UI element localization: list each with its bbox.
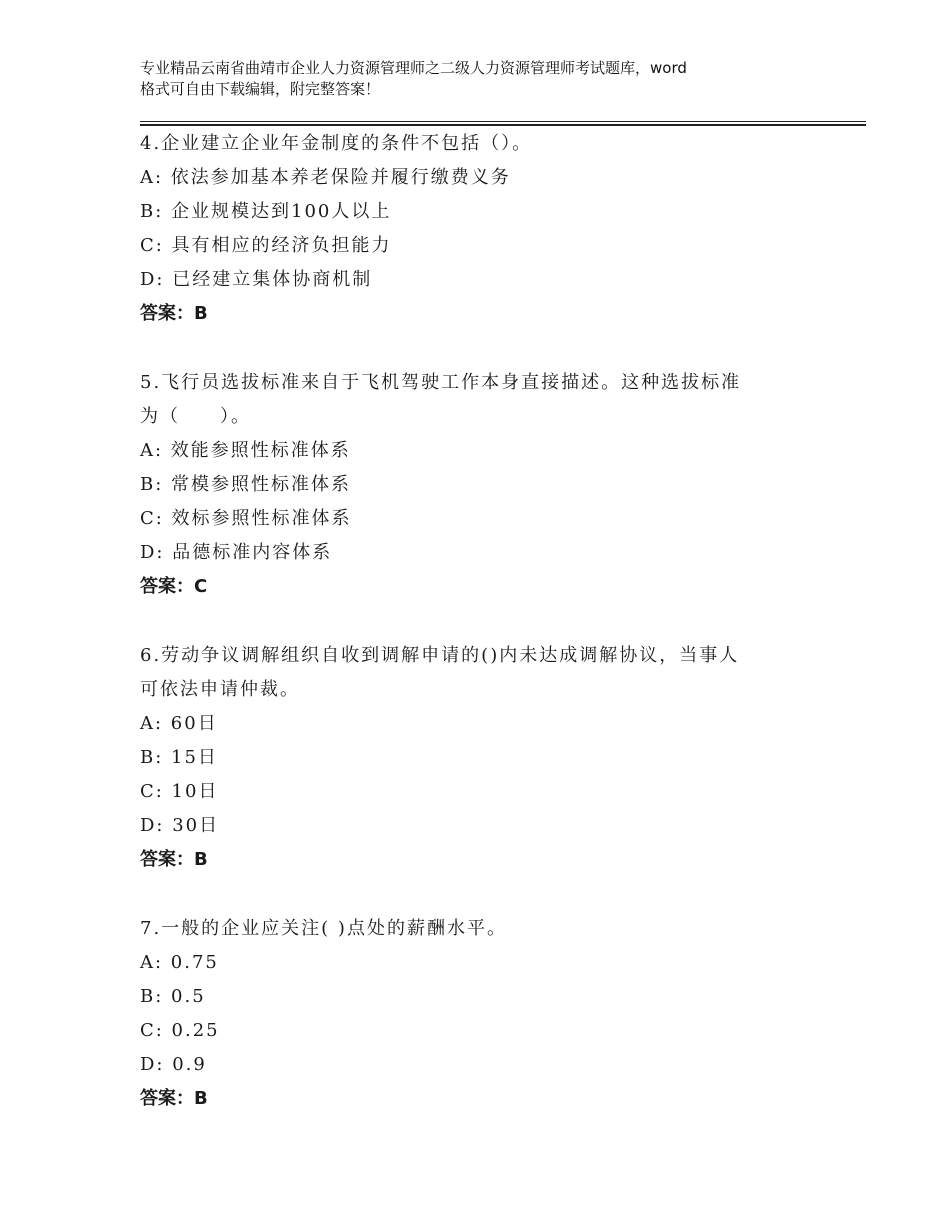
question-stem: 7.一般的企业应关注( )点处的薪酬水平。 <box>140 918 507 939</box>
option-a: A: 效能参照性标准体系 <box>140 440 351 461</box>
answer-label: 答案：B <box>140 1088 208 1109</box>
option-a: A: 60日 <box>140 713 218 734</box>
header-divider-thick <box>140 124 866 126</box>
option-d: D: 0.9 <box>140 1054 207 1075</box>
question-7 <box>140 912 820 1116</box>
document-header <box>140 58 840 100</box>
option-c: C: 10日 <box>140 781 219 802</box>
option-d: D: 品德标准内容体系 <box>140 542 333 563</box>
header-line-1: 专业精品云南省曲靖市企业人力资源管理师之二级人力资源管理师考试题库，word <box>140 59 687 77</box>
header-divider-thin <box>140 121 866 122</box>
option-c: C: 效标参照性标准体系 <box>140 508 352 529</box>
option-b: B: 常模参照性标准体系 <box>140 474 352 495</box>
question-stem: 5.飞行员选拔标准来自于飞机驾驶工作本身直接描述。这种选拔标准 <box>140 372 742 393</box>
answer-label: 答案：C <box>140 576 208 597</box>
option-b: B: 15日 <box>140 747 218 768</box>
question-stem: 6.劳动争议调解组织自收到调解申请的()内未达成调解协议，当事人 <box>140 645 740 666</box>
option-d: D: 30日 <box>140 815 220 836</box>
question-stem-continued: 为（ ）。 <box>140 406 251 427</box>
question-5 <box>140 366 820 604</box>
answer-label: 答案：B <box>140 849 208 870</box>
option-a: A: 依法参加基本养老保险并履行缴费义务 <box>140 167 511 188</box>
option-b: B: 0.5 <box>140 986 206 1007</box>
answer-label: 答案：B <box>140 303 208 324</box>
question-stem: 4.企业建立企业年金制度的条件不包括（）。 <box>140 133 533 154</box>
question-stem-continued: 可依法申请仲裁。 <box>140 679 300 700</box>
option-c: C: 0.25 <box>140 1020 220 1041</box>
option-b: B: 企业规模达到100人以上 <box>140 201 392 222</box>
option-a: A: 0.75 <box>140 952 219 973</box>
header-line-2: 格式可自由下载编辑，附完整答案！ <box>140 80 381 98</box>
question-6 <box>140 639 820 877</box>
question-4 <box>140 127 820 331</box>
option-d: D: 已经建立集体协商机制 <box>140 269 373 290</box>
option-c: C: 具有相应的经济负担能力 <box>140 235 392 256</box>
